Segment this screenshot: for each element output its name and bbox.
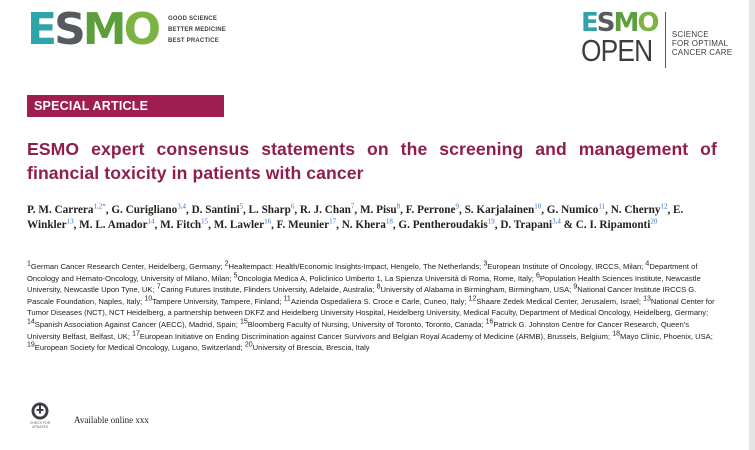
logo-letter: S (596, 8, 614, 38)
author-name: F. Perrone (405, 204, 456, 216)
logo-letter: E (581, 8, 597, 38)
author-affil-ref[interactable]: 19 (487, 217, 495, 226)
author-affil-ref[interactable]: 3,4 (177, 202, 186, 211)
author-name: C. I. Ripamonti (575, 219, 651, 231)
affiliation-number: 8 (376, 283, 381, 291)
crossmark-badge[interactable] (27, 402, 53, 429)
footer (27, 402, 149, 429)
author (611, 204, 668, 216)
author-affil-ref[interactable]: 18 (385, 217, 393, 226)
esmo-open-wordmark (581, 10, 665, 70)
affiliation-text: Tampere University, Tampere, Finland; (152, 296, 284, 306)
author (249, 204, 295, 216)
affiliation-text: National Center for Tumor Diseases (NCT), NCT Heidelberg, a partnership between DKFZ and Heidelberg University Hospital, Heidelberg University, Medical Faculty, Department of Medical Oncology, Heidelberg, Germany; (27, 296, 715, 318)
author-name: G. Curigliano (111, 204, 178, 216)
affiliation-text: National Cancer Institute IRCCS G. Pascale Foundation, Naples, Italy; (27, 285, 697, 306)
affiliation-number: 1 (27, 260, 31, 268)
affiliation-text: Bloomberg Faculty of Nursing, University of Toronto, Toronto, Canada; (247, 319, 486, 329)
author-name: P. M. Carrera (27, 204, 94, 216)
tagline-line: BETTER MEDICINE (167, 26, 226, 33)
author (500, 219, 561, 231)
affiliation-text: European Institute of Oncology, IRCCS, Milan; (487, 262, 646, 271)
author-affil-ref[interactable]: 11 (598, 202, 606, 211)
author-name: S. Karjalainen (464, 204, 535, 216)
author (342, 219, 393, 231)
page-edge (749, 0, 755, 450)
affiliation-text: Spanish Association Against Cancer (AECC), Madrid, Spain; (34, 319, 240, 329)
affiliation-text: University of Alabama in Birmingham, Birmingham, USA; (380, 285, 574, 295)
logo-letter: S (54, 4, 83, 55)
author (406, 204, 459, 216)
open-word: OPEN (581, 33, 653, 68)
affiliation-text: Caring Futures Institute, Flinders University, Adelaide, Australia; (160, 285, 377, 295)
esmo-open-tagline (672, 10, 732, 70)
esmo-open-logo (581, 10, 732, 70)
affiliation-text: Healtempact: Health/Economic Insights-Impact, Hengelo, The Netherlands; (228, 262, 484, 271)
author-affil-ref[interactable]: 16 (264, 217, 272, 226)
tagline-line: CANCER CARE (671, 48, 733, 57)
affiliation-number: 16 (485, 318, 494, 326)
affiliation-number: 12 (468, 295, 477, 303)
author-affil-ref[interactable]: 17 (329, 217, 337, 226)
esmo-tagline (168, 12, 226, 50)
logo-letter: M (613, 8, 638, 38)
author-name: F. Meunier (276, 219, 330, 231)
affiliation-text: University of Brescia, Brescia, Italy (252, 343, 370, 353)
esmo-wordmark (27, 4, 158, 55)
affiliation-number: 5 (233, 272, 238, 280)
affiliation-text: Department of Oncology and Hemato-Oncology, University of Milano, Milan; (27, 262, 698, 283)
affiliation-number: 19 (27, 341, 35, 349)
affiliation-number: 7 (156, 283, 161, 291)
author-name: M. Fitch (160, 219, 202, 231)
author (360, 204, 400, 216)
affiliation-number: 9 (573, 283, 578, 291)
author (300, 204, 354, 216)
author-affil-ref[interactable]: 6 (290, 202, 295, 211)
author (465, 204, 542, 216)
affiliations (27, 261, 717, 354)
affiliation-number: 3 (483, 260, 488, 268)
author-affil-ref[interactable]: 20 (650, 217, 658, 226)
logo-letter: M (82, 4, 124, 55)
tagline-line: SCIENCE (671, 30, 709, 39)
author-name: N. Cherny (610, 204, 661, 216)
crossmark-label: CHECK FOR UPDATES (29, 421, 51, 429)
tagline-line: BEST PRACTICE (167, 37, 219, 44)
author (111, 204, 186, 216)
author (79, 219, 154, 231)
author-conjunction: & (563, 219, 573, 231)
author-name: G. Pentheroudakis (398, 219, 488, 231)
author-name: E. Winkler (27, 204, 684, 231)
article-title: ESMO expert consensus statements on the screening and management of financial toxicity in patients with cancer (27, 139, 717, 183)
logo-letter: O (123, 4, 158, 55)
author (214, 219, 271, 231)
affiliation-number: 4 (645, 260, 650, 268)
affiliation-number: 11 (283, 295, 291, 303)
author-affil-ref[interactable]: 3,4 (552, 217, 561, 226)
crossmark-icon (31, 402, 49, 420)
special-article-banner: SPECIAL ARTICLE (27, 95, 224, 117)
author (576, 219, 658, 231)
affiliation-text: Population Health Sciences Institute, Newcastle University, Newcastle Upon Tyne, UK; (27, 273, 701, 295)
tagline-line: GOOD SCIENCE (167, 15, 218, 22)
author-name: N. Khera (341, 219, 386, 231)
author-affil-ref[interactable]: 15 (201, 217, 209, 226)
author-name: M. L. Amador (79, 219, 148, 231)
author (547, 204, 605, 216)
author-affil-ref[interactable]: 13 (66, 217, 74, 226)
author-affil-ref[interactable]: 14 (147, 217, 155, 226)
tagline-line: FOR OPTIMAL (671, 39, 729, 48)
author-name: M. Lawler (213, 219, 265, 231)
author (398, 219, 494, 231)
author-name: R. J. Chan (299, 204, 351, 216)
affiliation-text: German Cancer Research Center, Heidelberg, Germany; (30, 262, 225, 271)
affiliation-number: 2 (224, 260, 229, 268)
author (27, 204, 106, 216)
author-affil-ref[interactable]: 7 (350, 202, 355, 211)
author (277, 219, 336, 231)
affiliation-number: 15 (239, 318, 248, 326)
affiliation-text: Oncologia Medica A, Policlinico Umberto 1, La Spienza Università di Roma, Rome, Italy; (237, 273, 536, 283)
affiliation-number: 18 (612, 330, 620, 338)
affiliation-text: Patrick G. Johnston Centre for Cancer Research, Queen’s University Belfast, Belfast, UK; (27, 319, 690, 341)
logo-letter: E (27, 4, 55, 55)
author-affil-ref[interactable]: 5 (239, 202, 243, 211)
affiliation-text: Azienda Ospedaliera S. Croce e Carle, Cuneo, Italy; (290, 296, 469, 306)
author-name: D. Trapani (500, 219, 553, 231)
affiliation-text: European Society for Medical Oncology, Lugano, Switzerland; (34, 343, 245, 353)
available-online: Available online xxx (74, 415, 149, 425)
author-affil-ref[interactable]: 12 (660, 202, 668, 211)
author-affil-ref[interactable]: 1,2* (93, 202, 106, 211)
author-name: M. Pisu (359, 204, 397, 216)
author-affil-ref[interactable]: 8 (396, 202, 401, 211)
author (160, 219, 208, 231)
affiliation-text: Mayo Clinic, Phoenix, USA; (620, 331, 713, 341)
logo-letter: O (637, 8, 658, 38)
affiliation-number: 10 (144, 295, 153, 303)
author-affil-ref[interactable]: 10 (534, 202, 542, 211)
author-name: G. Numico (546, 204, 599, 216)
logo-divider (665, 12, 666, 68)
affiliation-text: Shaare Zedek Medical Center, Jerusalem, Israel; (476, 296, 644, 306)
author-list: P. M. Carrera$^{1,2*}$, G. Curigliano$^{3,4}$, D. Santini$^5$, L. Sharp$^6$, R. J. Chan$^7$, M. Pisu$^8$, F. Perrone$^9$, S. Karjalainen$^{10}$, G. Numico$^{11}$, N. Cherny$^{12}$, E. Winkler$^{13}$, M. L. Amador$^{14}$, M. Fitch$^{15}$, M. Lawler$^{16}$, F. Meunier$^{17}$, N. Khera$^{18}$, G. Pentheroudakis$^{19}$, D. Trapani$^{3,4}$ & C. I. Ripamonti$^{20}$ (27, 202, 684, 231)
author (192, 204, 243, 216)
affiliation-number: 20 (244, 341, 253, 349)
affiliation-number: 17 (132, 330, 140, 338)
author-affil-ref[interactable]: 9 (455, 202, 459, 211)
affiliation-number: 6 (535, 272, 540, 280)
affiliation-text: European Initiative on Ending Discrimination against Cancer Survivors and Belgian Royal Academy of Medicine (ARMB), Brussels, Belgium; (139, 331, 613, 341)
affiliation-number: 14 (27, 318, 35, 326)
author-name: D. Santini (191, 204, 240, 216)
esmo-logo (27, 4, 226, 55)
affiliation-number: 13 (643, 295, 651, 303)
author-name: L. Sharp (248, 204, 291, 216)
